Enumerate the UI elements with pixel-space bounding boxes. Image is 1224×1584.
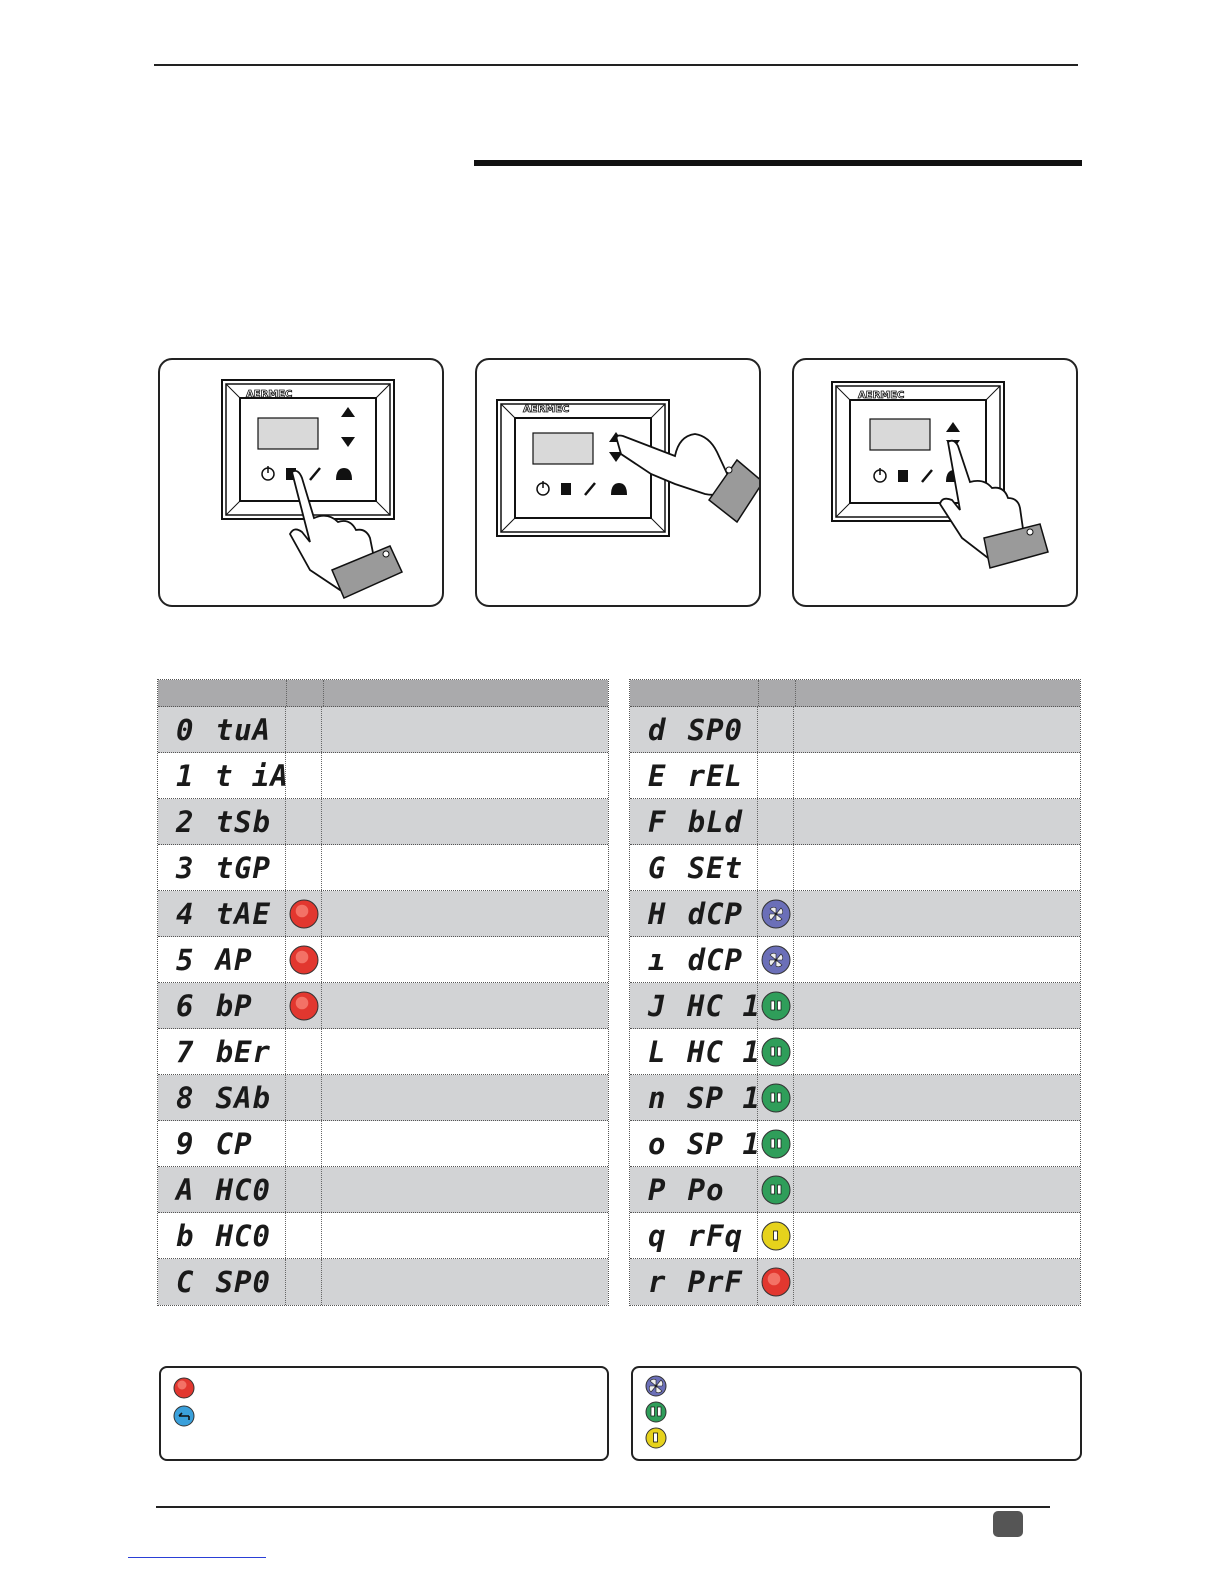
status-icon-cell <box>286 1029 322 1074</box>
alarm-index: F <box>648 804 667 839</box>
alarm-code-cell <box>630 1075 761 1120</box>
table-row <box>630 1121 1080 1167</box>
description-cell <box>322 707 608 752</box>
table-row <box>630 1029 1080 1075</box>
footer-link-underline[interactable] <box>128 1557 266 1558</box>
alarm-index: J <box>648 988 667 1023</box>
table-row <box>630 1213 1080 1259</box>
alarm-code-cell <box>630 1213 758 1258</box>
alarm-code-cell <box>158 1029 286 1074</box>
alarm-index: A <box>176 1172 195 1207</box>
table-row <box>158 799 608 845</box>
alarm-code-cell <box>630 983 761 1028</box>
alarm-index: n <box>648 1080 667 1115</box>
status-icon-cell <box>758 983 794 1028</box>
table-row <box>630 1075 1080 1121</box>
alarm-index: b <box>176 1218 195 1253</box>
fan-icon <box>645 1375 667 1401</box>
yellow-single-bar-icon <box>645 1427 667 1453</box>
red-alarm-icon <box>173 1377 195 1403</box>
table-row <box>630 845 1080 891</box>
green-double-bar-icon <box>761 1175 791 1205</box>
status-icon-cell <box>758 1167 794 1212</box>
red-alarm-icon <box>761 1267 791 1297</box>
fan-icon <box>761 945 791 975</box>
alarm-code: SP 1 <box>687 1080 761 1115</box>
alarm-code-cell <box>630 891 758 936</box>
table-row <box>630 1167 1080 1213</box>
status-icon-cell <box>758 845 794 890</box>
alarm-code: dCP <box>687 942 744 977</box>
table-row <box>630 937 1080 983</box>
alarm-code: SP0 <box>687 712 744 747</box>
table-row <box>630 753 1080 799</box>
description-cell <box>322 1259 608 1305</box>
alarm-code: PrF <box>687 1265 744 1299</box>
status-icon-cell <box>758 937 794 982</box>
alarm-code: SAb <box>215 1080 272 1115</box>
status-icon-cell <box>286 707 322 752</box>
table-header <box>630 680 1080 707</box>
description-cell <box>322 983 608 1028</box>
status-icon-cell <box>758 1213 794 1258</box>
alarm-index: 7 <box>176 1034 195 1069</box>
illustration-press-down-arrow <box>792 358 1078 607</box>
blue-reset-icon <box>173 1405 195 1431</box>
fan-icon <box>761 899 791 929</box>
alarm-code-cell <box>158 891 286 936</box>
alarm-code-cell <box>630 1121 761 1166</box>
legend-right <box>631 1366 1082 1461</box>
bottom-rule <box>156 1506 1050 1508</box>
alarm-code-cell <box>158 1213 286 1258</box>
alarm-code: AP <box>215 942 253 977</box>
alarm-index: d <box>648 712 667 747</box>
table-row <box>630 891 1080 937</box>
page-number-badge <box>993 1511 1023 1537</box>
red-alarm-icon <box>289 991 319 1021</box>
description-cell <box>794 1121 1080 1166</box>
alarm-code: bEr <box>215 1034 272 1069</box>
status-icon-cell <box>758 1259 794 1305</box>
alarm-index: 0 <box>176 712 195 747</box>
alarm-index: C <box>176 1265 195 1299</box>
table-row <box>158 1029 608 1075</box>
alarm-code: tGP <box>215 850 272 885</box>
top-rule <box>154 64 1078 66</box>
alarm-code: HC 1 <box>687 1034 761 1069</box>
alarm-index: G <box>648 850 667 885</box>
table-row <box>158 707 608 753</box>
alarm-code: SP0 <box>215 1265 272 1299</box>
red-alarm-icon <box>289 945 319 975</box>
status-icon-cell <box>286 799 322 844</box>
table-row <box>158 1075 608 1121</box>
alarm-index: q <box>648 1218 667 1253</box>
alarm-code-cell <box>630 753 758 798</box>
alarm-code: HC0 <box>215 1172 272 1207</box>
alarm-index: 5 <box>176 942 195 977</box>
alarm-code: tSb <box>215 804 272 839</box>
status-icon-cell <box>758 891 794 936</box>
alarm-code: HC0 <box>215 1218 272 1253</box>
illustration-press-up-arrow <box>475 358 761 607</box>
alarm-code-cell <box>158 707 286 752</box>
description-cell <box>794 1075 1080 1120</box>
alarm-index: 3 <box>176 850 195 885</box>
description-cell <box>794 1259 1080 1305</box>
status-icon-cell <box>286 753 322 798</box>
alarm-index: E <box>648 758 667 793</box>
description-cell <box>794 1213 1080 1258</box>
status-icon-cell <box>758 1121 794 1166</box>
table-row <box>158 937 608 983</box>
description-cell <box>322 1029 608 1074</box>
status-icon-cell <box>286 1121 322 1166</box>
table-row <box>630 707 1080 753</box>
table-row <box>158 983 608 1029</box>
table-row <box>158 1121 608 1167</box>
svg-text:AERMEC: AERMEC <box>246 389 293 400</box>
alarm-code: bP <box>215 988 253 1023</box>
alarm-code-cell <box>630 1259 758 1305</box>
status-icon-cell <box>286 891 322 936</box>
green-double-bar-icon <box>761 1129 791 1159</box>
alarm-code: dCP <box>687 896 744 931</box>
description-cell <box>794 845 1080 890</box>
description-cell <box>794 707 1080 752</box>
description-cell <box>322 799 608 844</box>
alarm-code-cell <box>158 845 286 890</box>
svg-text:AERMEC: AERMEC <box>858 390 905 401</box>
red-alarm-icon <box>289 899 319 929</box>
alarm-code: bLd <box>687 804 744 839</box>
svg-text:AERMEC: AERMEC <box>523 404 570 415</box>
status-icon-cell <box>758 1075 794 1120</box>
status-icon-cell <box>758 799 794 844</box>
alarm-code-cell <box>630 1167 758 1212</box>
table-row <box>158 845 608 891</box>
alarm-code-cell <box>158 937 286 982</box>
alarm-index: ı <box>648 942 667 977</box>
description-cell <box>322 753 608 798</box>
alarm-code: rEL <box>687 758 744 793</box>
legend-left <box>159 1366 609 1461</box>
description-cell <box>794 753 1080 798</box>
alarm-table-left <box>157 679 609 1306</box>
table-row <box>630 1259 1080 1305</box>
description-cell <box>794 983 1080 1028</box>
table-header <box>158 680 608 707</box>
description-cell <box>322 937 608 982</box>
alarm-code-cell <box>158 983 286 1028</box>
alarm-code: HC 1 <box>687 988 761 1023</box>
illustration-press-mode-button <box>158 358 444 607</box>
status-icon-cell <box>286 845 322 890</box>
description-cell <box>794 891 1080 936</box>
yellow-single-bar-icon <box>761 1221 791 1251</box>
description-cell <box>322 845 608 890</box>
alarm-code: rFq <box>687 1218 744 1253</box>
table-row <box>158 1213 608 1259</box>
status-icon-cell <box>286 1213 322 1258</box>
alarm-code: tuA <box>215 712 272 747</box>
alarm-code: SP 1 <box>687 1126 761 1161</box>
status-icon-cell <box>758 707 794 752</box>
alarm-index: H <box>648 896 667 931</box>
status-icon-cell <box>286 937 322 982</box>
alarm-table-right <box>629 679 1081 1306</box>
alarm-code-cell <box>158 1121 286 1166</box>
status-icon-cell <box>286 983 322 1028</box>
alarm-index: P <box>648 1172 667 1207</box>
alarm-code: t iA <box>215 758 289 793</box>
status-icon-cell <box>758 753 794 798</box>
table-row <box>630 983 1080 1029</box>
alarm-code-cell <box>630 937 758 982</box>
status-icon-cell <box>286 1167 322 1212</box>
description-cell <box>794 1029 1080 1074</box>
alarm-code: Po <box>687 1172 725 1207</box>
alarm-code-cell <box>630 707 758 752</box>
section-rule <box>474 160 1082 166</box>
table-row <box>630 799 1080 845</box>
green-double-bar-icon <box>761 991 791 1021</box>
alarm-code-cell <box>158 1167 286 1212</box>
alarm-code-cell <box>630 845 758 890</box>
description-cell <box>794 799 1080 844</box>
alarm-index: L <box>648 1034 667 1069</box>
alarm-code-cell <box>158 1075 286 1120</box>
description-cell <box>322 1213 608 1258</box>
alarm-index: 1 <box>176 758 195 793</box>
alarm-index: 9 <box>176 1126 195 1161</box>
alarm-index: o <box>648 1126 667 1161</box>
description-cell <box>322 1121 608 1166</box>
table-row <box>158 1259 608 1305</box>
alarm-code: SEt <box>687 850 744 885</box>
alarm-code-cell <box>158 753 289 798</box>
status-icon-cell <box>286 1075 322 1120</box>
alarm-code-cell <box>630 1029 761 1074</box>
description-cell <box>322 1167 608 1212</box>
status-icon-cell <box>286 1259 322 1305</box>
alarm-code-cell <box>630 799 758 844</box>
table-row <box>158 891 608 937</box>
alarm-code-cell <box>158 1259 286 1305</box>
table-row <box>158 1167 608 1213</box>
alarm-code: CP <box>215 1126 253 1161</box>
description-cell <box>322 1075 608 1120</box>
alarm-index: 8 <box>176 1080 195 1115</box>
green-double-bar-icon <box>761 1083 791 1113</box>
alarm-code-cell <box>158 799 286 844</box>
alarm-code: tAE <box>215 896 272 931</box>
green-double-bar-icon <box>761 1037 791 1067</box>
status-icon-cell <box>758 1029 794 1074</box>
alarm-index: 4 <box>176 896 195 931</box>
alarm-index: 2 <box>176 804 195 839</box>
table-row <box>158 753 608 799</box>
description-cell <box>794 1167 1080 1212</box>
description-cell <box>794 937 1080 982</box>
alarm-index: 6 <box>176 988 195 1023</box>
description-cell <box>322 891 608 936</box>
alarm-index: r <box>648 1265 667 1299</box>
green-double-bar-icon <box>645 1401 667 1427</box>
